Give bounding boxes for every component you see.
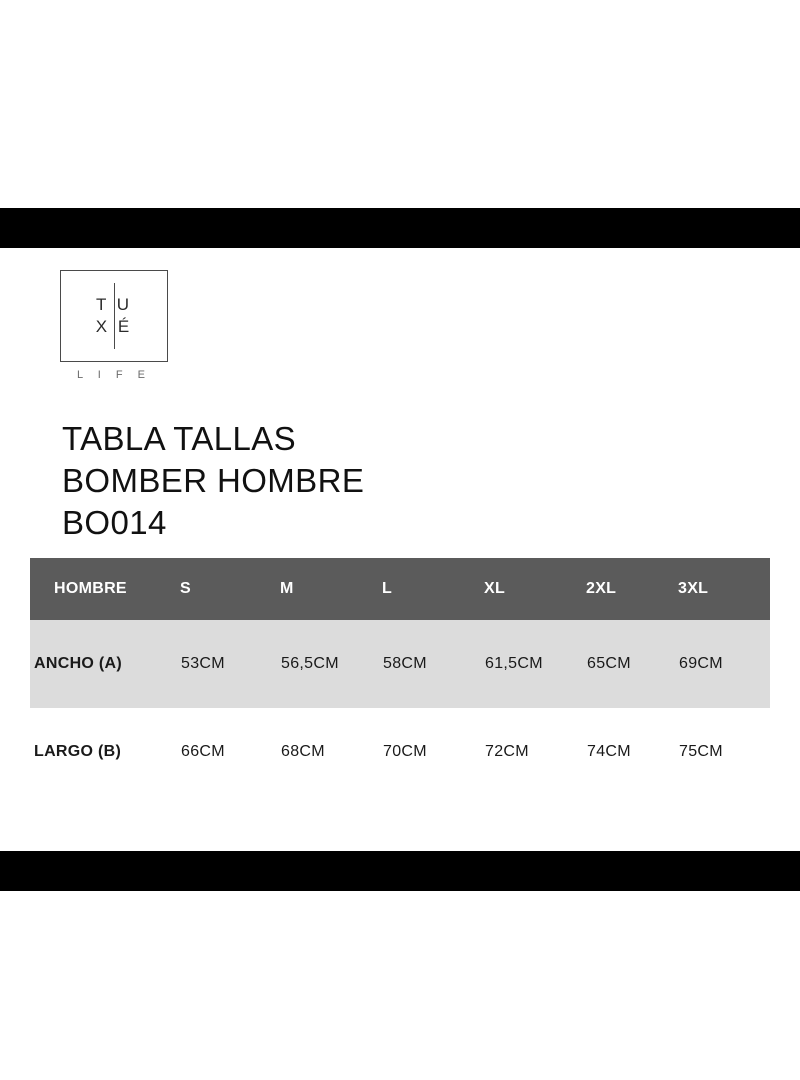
brand-logo: [60, 270, 180, 381]
logo-frame-icon: [60, 270, 168, 362]
cell-largo-l: 70CM: [383, 743, 427, 760]
logo-row-top: T U: [95, 295, 133, 314]
table-header-row: [30, 558, 770, 620]
table-header-cell-1: S: [180, 580, 191, 597]
page-title-line-2: BOMBER HOMBRE: [62, 462, 365, 499]
size-table: [30, 558, 770, 796]
cell-ancho-2xl: 65CM: [587, 655, 631, 672]
page-title-line-3: BO014: [62, 504, 167, 541]
page-title: [62, 418, 742, 544]
cell-ancho-3xl: 69CM: [679, 655, 723, 672]
cell-largo-2xl: 74CM: [587, 743, 631, 760]
table-header: [30, 558, 770, 620]
top-letterbox-bar: [0, 208, 800, 248]
cell-largo-m: 68CM: [281, 743, 325, 760]
logo-letters: [61, 271, 167, 361]
cell-ancho-m: 56,5CM: [281, 655, 339, 672]
cell-ancho-xl: 61,5CM: [485, 655, 543, 672]
bottom-letterbox-bar: [0, 851, 800, 891]
cell-ancho-s: 53CM: [181, 655, 225, 672]
table-header-cell-6: 3XL: [678, 580, 709, 597]
cell-largo-3xl: 75CM: [679, 743, 723, 760]
table-header-cell-0: HOMBRE: [54, 580, 127, 597]
table-row: [30, 708, 770, 796]
cell-largo-s: 66CM: [181, 743, 225, 760]
table-row: [30, 620, 770, 708]
row-label-ancho: ANCHO (A): [34, 655, 123, 672]
table-header-cell-2: M: [280, 580, 294, 597]
table-header-cell-4: XL: [484, 580, 506, 597]
cell-ancho-l: 58CM: [383, 655, 427, 672]
page-title-line-1: TABLA TALLAS: [62, 420, 297, 457]
table-body: [30, 620, 770, 796]
table-header-cell-5: 2XL: [586, 580, 617, 597]
table-header-cell-3: L: [382, 580, 393, 597]
logo-tagline: L I F E: [77, 369, 151, 381]
cell-largo-xl: 72CM: [485, 743, 529, 760]
row-label-largo: LARGO (B): [34, 743, 122, 760]
logo-row-bottom: X É: [95, 317, 133, 336]
